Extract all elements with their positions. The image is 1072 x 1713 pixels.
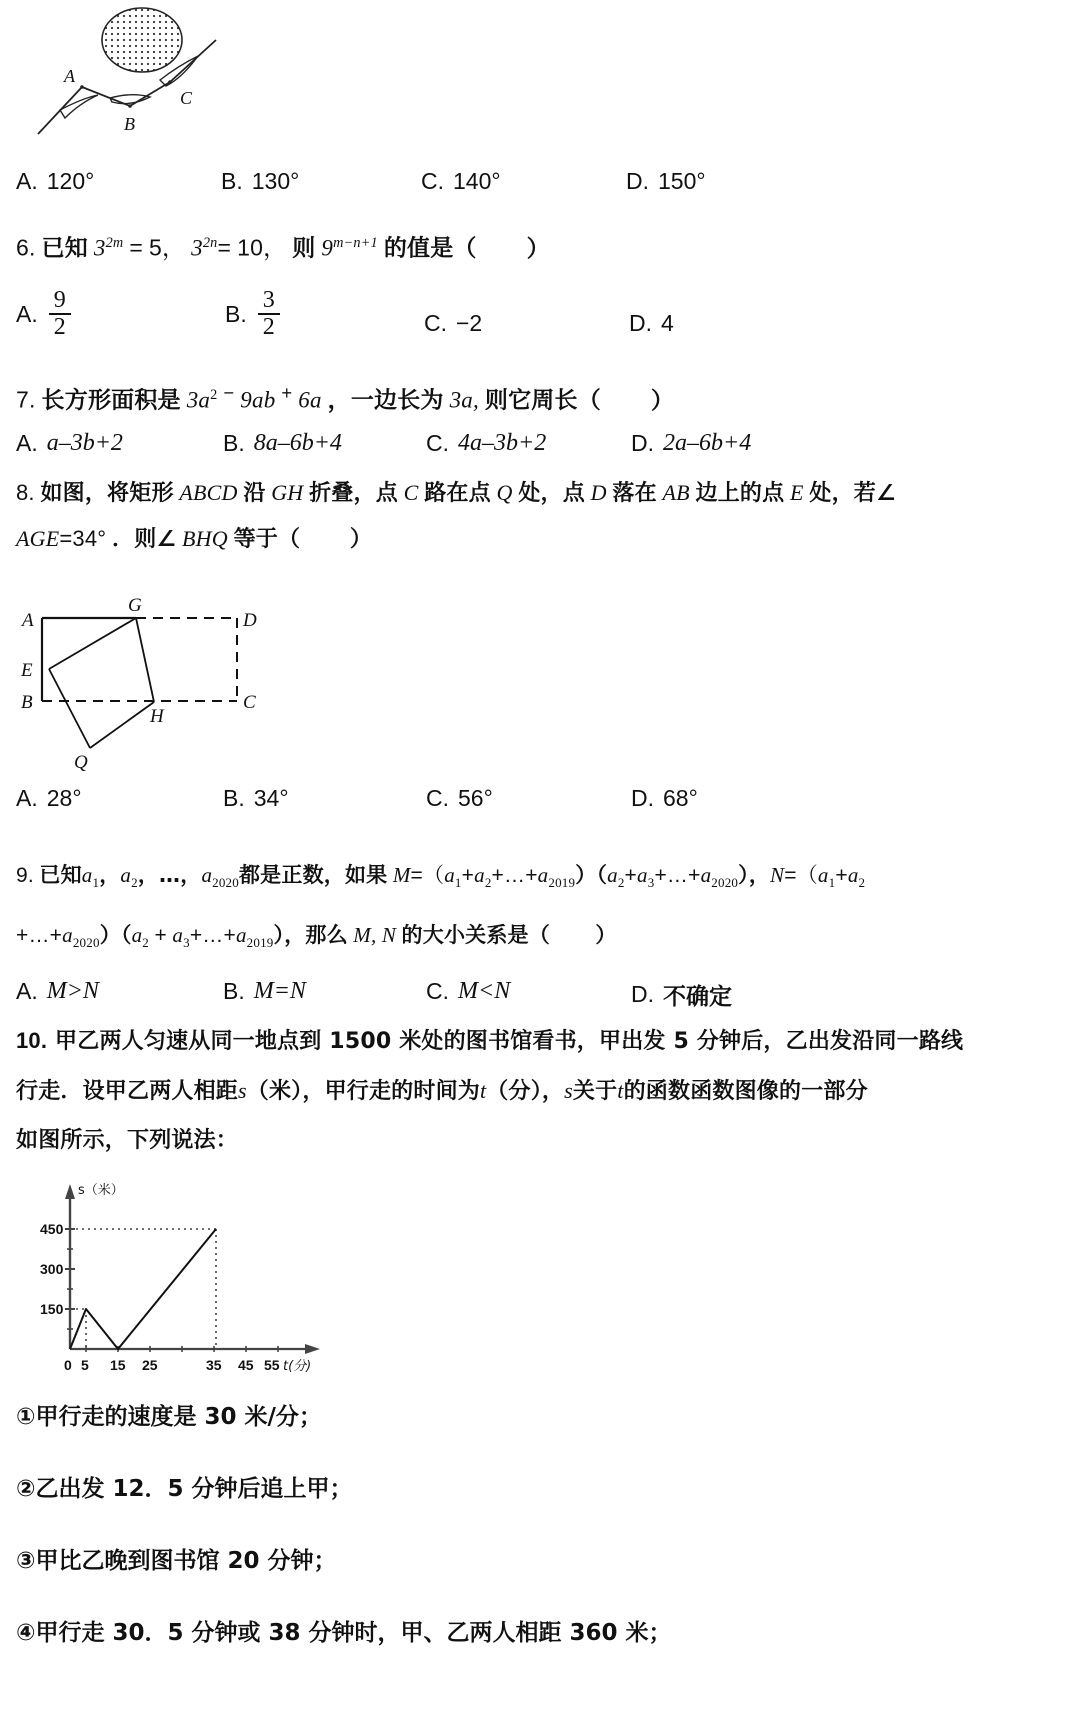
- q10-line2-c: （分），: [486, 1079, 565, 1104]
- q9-option-b[interactable]: [223, 978, 426, 1005]
- q9-s4-sub: 2: [617, 875, 625, 891]
- q6-option-b-denominator: 2: [258, 313, 280, 340]
- q9-line2-s4: a: [235, 923, 247, 947]
- q6-option-b-fraction: [258, 288, 280, 340]
- q8-option-b-label: B.: [223, 785, 245, 811]
- q6-text-2: 则: [292, 235, 316, 262]
- q9-line2-N: N: [381, 923, 397, 947]
- q6-option-b-label: B.: [225, 300, 247, 327]
- q6-text-1: 已知: [41, 235, 88, 262]
- q6-text-3: 的值是（: [383, 235, 477, 262]
- q7-op-2: +: [281, 382, 293, 403]
- q9-s8-sub: 2: [858, 875, 866, 891]
- q8-line1-b: 沿: [243, 481, 266, 506]
- q6-number: 6.: [16, 234, 36, 261]
- q5-option-d-value: 150 °: [658, 168, 706, 195]
- q9-line2-s2: a: [131, 923, 143, 947]
- q7-side: 3a,: [449, 387, 479, 413]
- q7-number: 7.: [16, 386, 36, 413]
- q8-number: 8.: [16, 480, 35, 505]
- q9-close-1: ）（: [575, 863, 608, 887]
- q7-option-a[interactable]: [16, 430, 223, 457]
- q7-options-row: [16, 430, 1026, 457]
- q8-degree-symbol: °: [97, 526, 107, 551]
- q9-dots-1: +…+: [491, 864, 538, 887]
- q10-chart-xtick-55: 55: [264, 1357, 280, 1373]
- q9-plus-2: +: [624, 864, 638, 887]
- q7-option-d-value: 2a–6b+4: [663, 430, 752, 456]
- q9-option-d-label: D.: [631, 981, 654, 1007]
- q9-s1: a: [444, 863, 455, 887]
- q8-line2-c: 等于（: [233, 527, 301, 552]
- q8-line1-g: 边上的点: [695, 481, 785, 506]
- q8-point-c: C: [403, 480, 419, 505]
- q5-option-d-label: D.: [626, 168, 649, 194]
- q6-option-a[interactable]: [16, 288, 225, 340]
- q9-M: M: [392, 863, 411, 887]
- q9-line2-s3: a: [172, 923, 184, 947]
- q10-line2-d: 关于: [572, 1079, 618, 1104]
- q7-text-2: ，一边长为: [327, 387, 444, 414]
- q5-option-a-value: 120 °: [47, 168, 95, 195]
- q9-option-a-value: M>N: [46, 978, 99, 1004]
- q5-option-c-label: C.: [421, 168, 444, 194]
- q9-option-a-label: A.: [16, 978, 38, 1004]
- q9-s1-sub: 1: [454, 875, 462, 891]
- q9-s7: a: [817, 863, 829, 887]
- q10-statement-2: ②乙出发 12．5 分钟后追上甲；: [16, 1476, 353, 1502]
- q10-chart-xtick-35: 35: [206, 1357, 222, 1373]
- q5-option-a[interactable]: [16, 168, 221, 195]
- q6-val-1: 5，: [148, 234, 186, 261]
- q10-var-t-2: t: [617, 1078, 624, 1103]
- q8-option-d[interactable]: [631, 785, 698, 812]
- q10-line2-e: 的函数函数图像的一部分: [623, 1079, 868, 1104]
- q8-fold-line-label: GH: [271, 480, 304, 505]
- q9-option-b-value: M=N: [253, 978, 306, 1004]
- q9-line2-s3-sub: 3: [183, 935, 190, 951]
- q10-chart-xtick-15: 15: [110, 1357, 126, 1373]
- q9-line2-tail-2: ）: [595, 923, 617, 947]
- q8-option-a-value: 28 °: [47, 785, 82, 812]
- q8-label-A: A: [22, 610, 34, 631]
- q5-figure: [20, 2, 270, 142]
- q7-expr-a: 3a: [186, 387, 211, 413]
- q9-a2020-sub: 2020: [212, 875, 239, 891]
- q5-option-b-label: B.: [221, 168, 243, 194]
- q10-chart-svg: [20, 1174, 370, 1374]
- q8-line2-b: ．则∠: [112, 527, 177, 552]
- q5-label-C: C: [180, 88, 193, 108]
- q7-option-c-value: 4a–3b+2: [458, 430, 547, 456]
- q5-option-d[interactable]: [626, 168, 706, 195]
- q8-option-c-label: C.: [426, 785, 449, 811]
- q9-s2-sub: 2: [484, 875, 492, 891]
- q10-number: 10.: [16, 1028, 48, 1053]
- q9-line2-s1-sub: 2020: [72, 935, 100, 951]
- q8-option-a-label: A.: [16, 785, 38, 811]
- q9-line2-dots-2: +…+: [189, 924, 236, 947]
- q9-option-d-value: 不确定: [663, 983, 732, 1009]
- q9-option-b-label: B.: [223, 978, 245, 1004]
- q10-chart-ytick-450: 450: [40, 1221, 64, 1237]
- q9-line2-plus-1: +: [154, 924, 167, 947]
- q5-label-A: A: [64, 66, 75, 86]
- q9-option-c-label: C.: [426, 978, 449, 1004]
- q9-option-a[interactable]: [16, 978, 223, 1005]
- q6-base-2: 3: [191, 235, 203, 261]
- q6-option-d-value: 4: [661, 309, 674, 336]
- q9-a1-sub: 1: [92, 875, 100, 891]
- q9-eq-1: =（: [410, 864, 445, 887]
- q5-option-b[interactable]: [221, 168, 421, 195]
- q6-option-d[interactable]: [629, 310, 674, 337]
- q9-line2-close-1: ）（: [99, 923, 132, 947]
- q6-eq-2: =: [217, 234, 232, 261]
- q6-base-3: 9: [321, 235, 334, 261]
- q8-line1-h: 处，若∠: [809, 481, 896, 506]
- q10-statement-4: ④甲行走 30．5 分钟或 38 分钟时，甲、乙两人相距 360 米；: [16, 1620, 672, 1646]
- q8-option-d-label: D.: [631, 785, 654, 811]
- q10-chart-xtick-25: 25: [142, 1357, 158, 1373]
- q7-option-d-label: D.: [631, 430, 654, 456]
- q9-close-2: ），: [738, 863, 771, 887]
- q6-option-b[interactable]: [225, 288, 424, 340]
- q9-s5: a: [637, 863, 648, 887]
- q9-line2-s1: a: [62, 923, 73, 947]
- q8-option-c[interactable]: [426, 785, 631, 812]
- q9-dots-2: +…+: [654, 864, 701, 887]
- q9-s4: a: [607, 863, 618, 887]
- q9-plus-3: +: [835, 864, 848, 887]
- q7-expr-b: 9ab: [240, 387, 276, 413]
- q9-a1: a: [81, 863, 93, 887]
- q7-option-b-value: 8a–6b+4: [253, 430, 342, 456]
- q9-eq-2: =（: [784, 864, 818, 887]
- q8-options-row: [16, 785, 1026, 812]
- q8-option-b-value: 34 °: [254, 785, 289, 812]
- q8-line1-e: 处，点: [518, 481, 585, 506]
- q10-var-s: s: [238, 1078, 247, 1103]
- q6-base-1: 3: [93, 235, 106, 261]
- q9-N: N: [770, 863, 785, 887]
- q5-option-b-value: 130 °: [252, 168, 300, 195]
- q8-segment-ab: AB: [662, 480, 690, 505]
- q8-option-c-value: 56 °: [458, 785, 493, 812]
- q8-line2-d: ）: [349, 527, 373, 552]
- q10-stem-line-3: 如图所示，下列说法：: [16, 1128, 239, 1153]
- q9-stem-line-1: [16, 860, 865, 898]
- q6-option-c-label: C.: [424, 309, 447, 336]
- q8-label-Q: Q: [74, 752, 88, 771]
- q9-sep-1: ，: [99, 863, 121, 887]
- q10-var-s-2: s: [564, 1078, 573, 1103]
- q9-a2020: a: [201, 863, 213, 887]
- q10-line2-a: 行走．设甲乙两人相距: [16, 1079, 239, 1104]
- q8-point-d: D: [590, 480, 607, 505]
- q9-s2: a: [474, 863, 485, 887]
- q10-stem-line-1: [16, 1026, 963, 1057]
- q8-line1-c: 折叠，点: [309, 481, 398, 506]
- q6-options-row: [16, 288, 1026, 340]
- q9-line2-M: M,: [353, 923, 377, 947]
- q5-label-B: B: [124, 114, 135, 134]
- q9-sep-2: ，…，: [137, 863, 202, 887]
- q9-line2-tail: 的大小关系是（: [401, 923, 550, 947]
- q8-label-H: H: [150, 706, 164, 727]
- q6-option-a-label: A.: [16, 300, 38, 327]
- q10-stem-line-2: [16, 1076, 868, 1107]
- q9-a2: a: [120, 863, 132, 887]
- q8-line1-d: 路在点: [424, 481, 491, 506]
- q9-s7-sub: 1: [828, 875, 836, 891]
- q9-a2-sub: 2: [131, 875, 138, 891]
- q5-option-a-label: A.: [16, 168, 38, 194]
- q7-option-a-label: A.: [16, 430, 38, 456]
- q6-option-d-label: D.: [629, 309, 652, 336]
- q9-line1-b: 都是正数，如果: [238, 863, 388, 887]
- q7-text-1: 长方形面积是: [41, 387, 181, 414]
- q6-option-b-numerator: 3: [262, 287, 275, 313]
- q10-chart-ylabel: s（米）: [78, 1183, 124, 1198]
- q9-s3-sub: 2019: [548, 875, 576, 891]
- q9-s5-sub: 3: [647, 875, 655, 891]
- q5-option-c[interactable]: [421, 168, 626, 195]
- q8-option-b[interactable]: [223, 785, 426, 812]
- q9-s8: a: [847, 863, 859, 887]
- q7-text-3: 则它周长（: [484, 387, 601, 414]
- q5-figure-svg: [20, 2, 270, 142]
- q7-expr-c: 6a: [298, 387, 322, 413]
- q6-option-a-numerator: 9: [53, 287, 66, 313]
- q8-label-D: D: [243, 610, 257, 631]
- q10-statement-1: ①甲行走的速度是 30 米/分；: [16, 1404, 322, 1430]
- q10-chart-xtick-0: 0: [64, 1357, 72, 1373]
- q9-options-row: [16, 978, 1026, 1011]
- q10-var-t: t: [479, 1078, 487, 1103]
- q8-angle-bhq: BHQ: [182, 526, 228, 551]
- q9-option-d[interactable]: [631, 978, 732, 1011]
- q8-line2-a: =34: [59, 526, 98, 551]
- q6-option-c-value: −2: [456, 309, 483, 336]
- q7-option-b-label: B.: [223, 430, 245, 456]
- q8-label-E: E: [21, 660, 33, 681]
- q6-eq-1: =: [129, 234, 144, 261]
- q5-options-row: [16, 168, 1026, 195]
- q6-exp-2: 2n: [202, 235, 218, 251]
- q8-label-B: B: [21, 692, 33, 713]
- q6-exp-3: m−n+1: [333, 235, 378, 251]
- q7-op-1: −: [223, 382, 235, 403]
- q7-option-a-value: a–3b+2: [46, 430, 123, 456]
- q6-val-2: 10，: [237, 234, 287, 261]
- q8-angle-age: AGE: [16, 526, 60, 551]
- q8-figure: [12, 596, 287, 771]
- q9-s6: a: [700, 863, 712, 887]
- q10-chart-ytick-150: 150: [40, 1301, 64, 1317]
- q5-option-c-value: 140 °: [453, 168, 501, 195]
- q9-plus-1: +: [461, 864, 475, 887]
- q10-line-1: 甲乙两人匀速从同一地点到 1500 米处的图书馆看书，甲出发 5 分钟后，乙出发沿同一路线: [55, 1029, 964, 1054]
- q6-exp-1: 2m: [105, 235, 124, 251]
- q8-option-a[interactable]: [16, 785, 223, 812]
- q8-figure-svg: [12, 596, 287, 771]
- q8-rect-label: ABCD: [179, 480, 238, 505]
- q7-option-d[interactable]: [631, 430, 751, 457]
- q6-option-a-denominator: 2: [49, 313, 71, 340]
- q7-option-c-label: C.: [426, 430, 449, 456]
- q6-option-c[interactable]: [424, 310, 629, 337]
- q8-option-d-value: 68 °: [663, 785, 698, 812]
- q7-option-c[interactable]: [426, 430, 631, 457]
- q10-chart-xtick-45: 45: [238, 1357, 254, 1373]
- q8-stem-line-2: [16, 524, 372, 555]
- q9-line2-close-2: ），那么: [273, 923, 348, 947]
- q7-stem: [16, 378, 674, 416]
- q8-line1-f: 落在: [612, 481, 657, 506]
- q10-chart-xtick-5: 5: [81, 1357, 89, 1373]
- q9-line2-s4-sub: 2019: [246, 935, 274, 951]
- q8-label-C: C: [243, 692, 256, 713]
- q9-s3: a: [537, 863, 549, 887]
- q10-chart: [20, 1174, 370, 1374]
- q9-stem-line-2: [16, 920, 617, 958]
- q9-line2-dots-1: +…+: [16, 924, 63, 947]
- q9-number: 9.: [16, 864, 34, 887]
- q8-point-e: E: [790, 480, 804, 505]
- q7-option-b[interactable]: [223, 430, 426, 457]
- q10-statement-3: ③甲比乙晚到图书馆 20 分钟；: [16, 1548, 337, 1574]
- q10-chart-ytick-300: 300: [40, 1261, 64, 1277]
- q9-line2-s2-sub: 2: [142, 935, 150, 951]
- q10-chart-line: [70, 1229, 216, 1349]
- q10-line2-b: （米），甲行走的时间为: [246, 1079, 480, 1104]
- q6-stem: [16, 228, 550, 264]
- q8-point-q: Q: [496, 480, 513, 505]
- q8-stem-line-1: [16, 478, 896, 509]
- q9-line1-a: 已知: [39, 863, 82, 887]
- q9-option-c[interactable]: [426, 978, 631, 1005]
- q10-chart-xlabel: t(分): [283, 1359, 312, 1374]
- q9-s6-sub: 2020: [711, 875, 739, 891]
- q9-option-c-value: M<N: [458, 978, 511, 1004]
- q8-line1-a: 如图，将矩形: [40, 481, 174, 506]
- q6-text-4: ）: [526, 235, 550, 262]
- q7-text-4: ）: [650, 387, 675, 414]
- q8-label-G: G: [128, 596, 142, 616]
- q6-option-a-fraction: [49, 288, 71, 340]
- q7-expr-a-exponent: 2: [210, 387, 218, 403]
